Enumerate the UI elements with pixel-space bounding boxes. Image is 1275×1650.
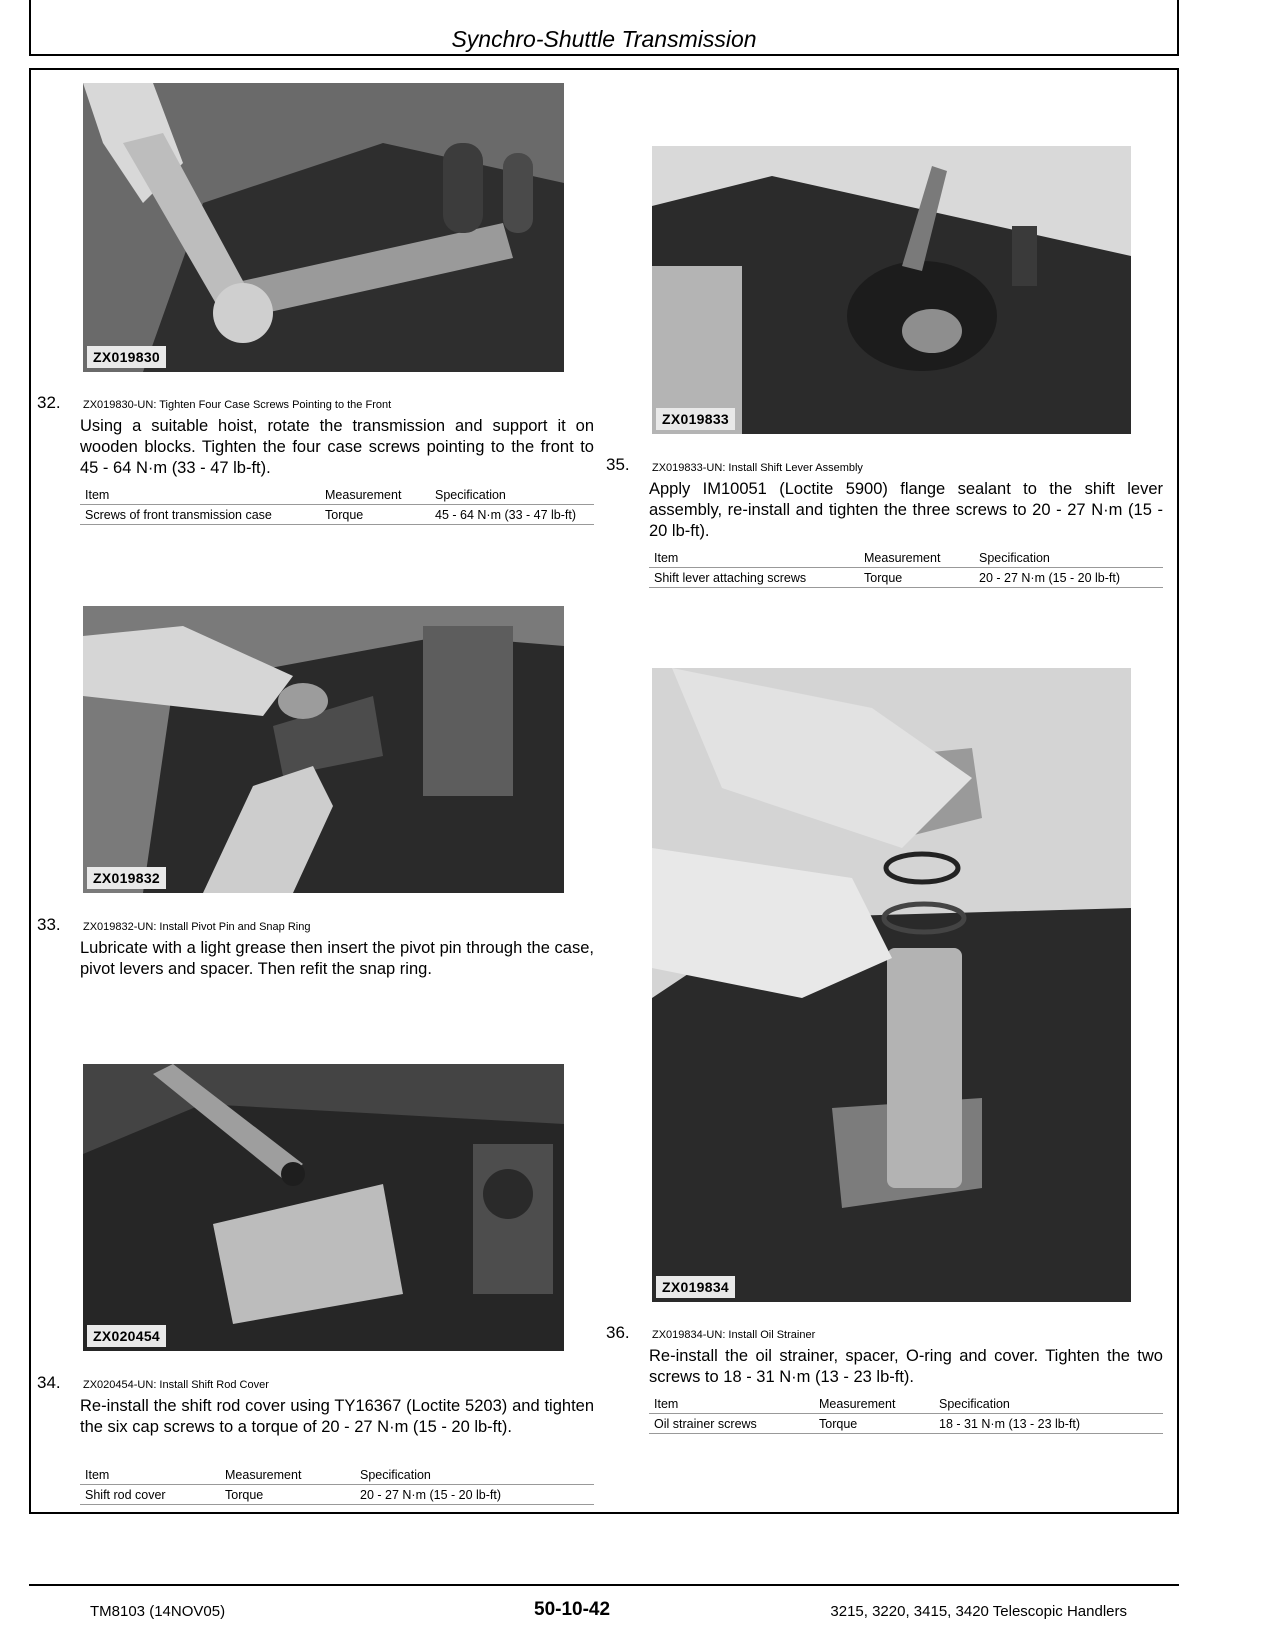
col-header-item: Item [80, 1465, 220, 1485]
col-header-specification: Specification [430, 485, 594, 505]
col-header-measurement: Measurement [814, 1394, 934, 1414]
cell-item: Oil strainer screws [649, 1414, 814, 1434]
cell-measurement: Torque [220, 1485, 355, 1505]
col-header-item: Item [649, 548, 859, 568]
footer-page-number: 50-10-42 [534, 1599, 611, 1620]
step-number: 35. [606, 455, 630, 474]
cell-specification: 18 - 31 N·m (13 - 23 lb-ft) [934, 1414, 1163, 1434]
col-header-item: Item [80, 485, 320, 505]
step-instructions: Using a suitable hoist, rotate the transmission and support it on wooden blocks. Tighten the four case screws pointing to the front to 45 - 64 N·m (33 - 47 lb-ft). [80, 417, 594, 477]
step-number: 33. [37, 915, 61, 934]
col-header-item: Item [649, 1394, 814, 1414]
step-number: 36. [606, 1323, 630, 1342]
cell-specification: 20 - 27 N·m (15 - 20 lb-ft) [974, 568, 1163, 588]
footer-product: 3215, 3220, 3415, 3420 Telescopic Handlers [830, 1603, 1127, 1620]
photo-step-32 [83, 83, 564, 372]
step-instructions: Lubricate with a light grease then insert the pivot pin through the case, pivot levers and spacer. Then refit the snap ring. [80, 939, 594, 978]
figure-caption: ZX019833-UN: Install Shift Lever Assembly [652, 462, 863, 474]
photo-id-label: ZX019830 [87, 346, 166, 368]
photo-step-35 [652, 146, 1131, 434]
spec-table [649, 548, 1163, 588]
photo-id-label: ZX019833 [656, 408, 735, 430]
cell-item: Shift rod cover [80, 1485, 220, 1505]
photo-id-label: ZX019834 [656, 1276, 735, 1298]
spec-table [649, 1394, 1163, 1434]
col-header-specification: Specification [355, 1465, 594, 1485]
photo-id-label: ZX019832 [87, 867, 166, 889]
cell-measurement: Torque [859, 568, 974, 588]
cell-item: Shift lever attaching screws [649, 568, 859, 588]
photo-step-36 [652, 668, 1131, 1302]
col-header-measurement: Measurement [220, 1465, 355, 1485]
step-number: 32. [37, 393, 61, 412]
figure-caption: ZX019834-UN: Install Oil Strainer [652, 1329, 816, 1341]
col-header-measurement: Measurement [859, 548, 974, 568]
spec-table [80, 485, 594, 525]
step-number: 34. [37, 1373, 61, 1392]
cell-specification: 45 - 64 N·m (33 - 47 lb-ft) [430, 505, 594, 525]
cell-specification: 20 - 27 N·m (15 - 20 lb-ft) [355, 1485, 594, 1505]
col-header-measurement: Measurement [320, 485, 430, 505]
step-instructions: Re-install the oil strainer, spacer, O-ring and cover. Tighten the two screws to 18 - 31 N·m (13 - 23 lb-ft). [649, 1347, 1163, 1386]
footer-rule [29, 1584, 1179, 1586]
photo-step-34 [83, 1064, 564, 1351]
cell-measurement: Torque [320, 505, 430, 525]
col-header-specification: Specification [934, 1394, 1163, 1414]
photo-id-label: ZX020454 [87, 1325, 166, 1347]
step-instructions: Apply IM10051 (Loctite 5900) flange sealant to the shift lever assembly, re-install and tighten the three screws to 20 - 27 N·m (15 - 20 lb-ft). [649, 480, 1163, 540]
figure-caption: ZX020454-UN: Install Shift Rod Cover [83, 1379, 269, 1391]
cell-item: Screws of front transmission case [80, 505, 320, 525]
figure-caption: ZX019830-UN: Tighten Four Case Screws Pointing to the Front [83, 399, 392, 411]
figure-caption: ZX019832-UN: Install Pivot Pin and Snap Ring [83, 921, 311, 933]
footer-manual-id: TM8103 (14NOV05) [90, 1603, 226, 1620]
photo-step-33 [83, 606, 564, 893]
header-box [29, 0, 1179, 56]
col-header-specification: Specification [974, 548, 1163, 568]
spec-table [80, 1465, 594, 1505]
page-title: Synchro-Shuttle Transmission [451, 26, 757, 52]
step-instructions: Re-install the shift rod cover using TY16367 (Loctite 5203) and tighten the six cap screws to a torque of 20 - 27 N·m (15 - 20 lb-ft). [80, 1397, 594, 1436]
cell-measurement: Torque [814, 1414, 934, 1434]
